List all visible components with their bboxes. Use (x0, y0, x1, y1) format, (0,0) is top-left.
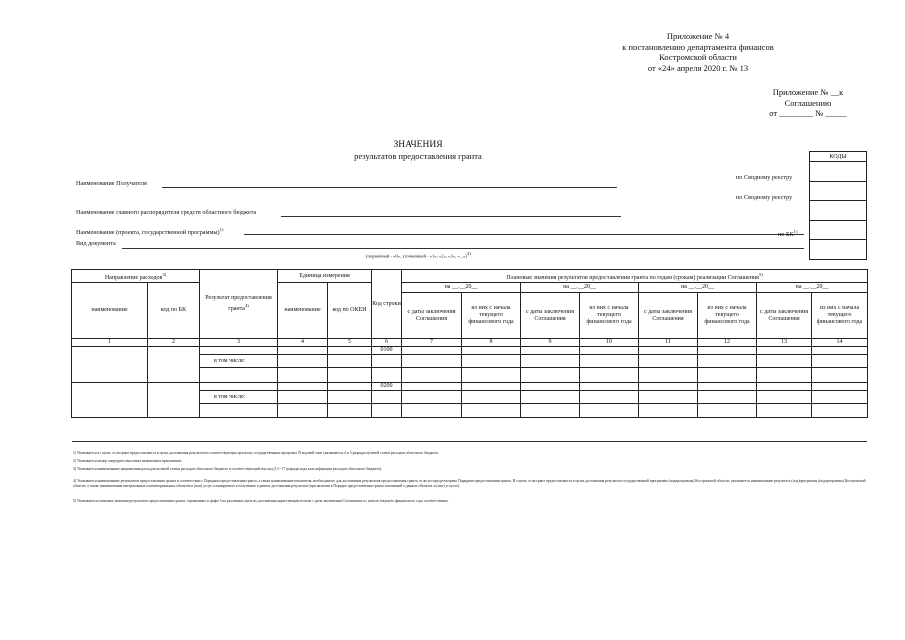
line-code-cell (372, 368, 402, 383)
value-cell[interactable] (639, 391, 698, 404)
plan-footnote-ref: 5) (758, 271, 763, 277)
direction-bk-cell[interactable] (148, 383, 200, 418)
value-cell[interactable] (402, 383, 462, 391)
code-cell-recipient[interactable] (810, 162, 867, 182)
period-header-2: на __.__20__ (521, 283, 639, 293)
col-num-2: 2 (148, 339, 200, 347)
from-date-header-2: с даты заключения Соглашения (521, 293, 580, 339)
line-code-cell: 0100 (372, 347, 402, 355)
line-code-header: Код строки (372, 270, 402, 339)
header-line-4: от «24» апреля 2020 г. № 13 (647, 62, 749, 73)
project-label (76, 227, 223, 236)
value-cell[interactable] (580, 347, 639, 355)
line-code-cell (372, 355, 402, 368)
col-num-4: 4 (278, 339, 328, 347)
svod-reestr-label-1: по Сводному реестру (736, 174, 793, 181)
bk-footnote-ref: 1) (793, 229, 798, 234)
value-cell[interactable] (757, 391, 812, 404)
col-num-7: 7 (402, 339, 462, 347)
agreement-line-2: Соглашению (784, 97, 832, 108)
value-cell[interactable] (757, 404, 812, 418)
code-cell-doc-type[interactable] (810, 240, 867, 260)
table-row (72, 383, 868, 391)
value-cell[interactable] (462, 391, 521, 404)
okei-cell[interactable] (328, 355, 372, 368)
value-cell[interactable] (580, 368, 639, 383)
value-cell[interactable] (698, 404, 757, 418)
codes-header: КОДЫ (810, 152, 867, 162)
value-cell[interactable] (580, 355, 639, 368)
okei-cell[interactable] (328, 368, 372, 383)
from-year-header-3: из них с начала текущего финансового года (698, 293, 757, 339)
agreement-header (748, 87, 868, 119)
value-cell[interactable] (521, 355, 580, 368)
col-num-5: 5 (328, 339, 372, 347)
column-numbers-row (72, 339, 868, 347)
plan-header (402, 270, 868, 283)
from-year-header-4: из них с начала текущего финансового года (812, 293, 868, 339)
main-manager-label: Наименование главного распорядителя средств областного бюджета (76, 209, 257, 216)
agreement-line-1: Приложение № __к (772, 87, 844, 97)
value-cell[interactable] (812, 391, 868, 404)
resolution-header (588, 31, 808, 73)
result-header (200, 270, 278, 339)
direction-name-cell[interactable] (72, 383, 148, 418)
value-cell[interactable] (812, 347, 868, 355)
period-header-3: на __.__20__ (639, 283, 757, 293)
value-cell[interactable] (639, 383, 698, 391)
value-cell[interactable] (402, 355, 462, 368)
value-cell[interactable] (462, 383, 521, 391)
value-cell[interactable] (402, 404, 462, 418)
unit-name-cell[interactable] (278, 347, 328, 355)
value-cell[interactable] (462, 355, 521, 368)
footnote-divider (72, 441, 867, 442)
code-cell-svod[interactable] (810, 181, 867, 201)
from-date-header-4: с даты заключения Соглашения (757, 293, 812, 339)
unit-name-cell[interactable] (278, 368, 328, 383)
col-num-10: 10 (580, 339, 639, 347)
value-cell[interactable] (698, 355, 757, 368)
value-cell[interactable] (757, 347, 812, 355)
unit-header: Единица измерения (278, 270, 372, 283)
value-cell[interactable] (698, 383, 757, 391)
value-cell[interactable] (639, 347, 698, 355)
doc-type-label: Вид документа (76, 240, 116, 247)
page-title: ЗНАЧЕНИЯ (393, 140, 443, 150)
col-num-14: 14 (812, 339, 868, 347)
value-cell[interactable] (521, 383, 580, 391)
value-cell[interactable] (812, 368, 868, 383)
value-cell[interactable] (462, 404, 521, 418)
okei-cell[interactable] (328, 404, 372, 418)
value-cell[interactable] (580, 404, 639, 418)
result-header-text: Результат предоставления гранта (205, 295, 272, 312)
direction-footnote-ref: 3) (162, 271, 167, 277)
page-subtitle: результатов предоставления гранта (354, 151, 482, 161)
result-cell[interactable] (200, 368, 278, 383)
col-num-11: 11 (639, 339, 698, 347)
value-cell[interactable] (698, 368, 757, 383)
doc-type-hint (366, 251, 471, 259)
svod-reestr-label-2: по Сводному реестру (736, 194, 793, 201)
recipient-line[interactable] (162, 187, 617, 188)
col-num-6: 6 (372, 339, 402, 347)
unit-name-cell[interactable] (278, 404, 328, 418)
value-cell[interactable] (580, 391, 639, 404)
value-cell[interactable] (402, 368, 462, 383)
direction-header (72, 270, 200, 283)
value-cell[interactable] (698, 391, 757, 404)
value-cell[interactable] (402, 347, 462, 355)
unit-name-header: наименование (278, 283, 328, 339)
okei-cell[interactable] (328, 347, 372, 355)
direction-name-cell[interactable] (72, 347, 148, 383)
direction-bk-header: код по БК (148, 283, 200, 339)
result-cell[interactable]: в том числе: (200, 391, 278, 404)
table-row (72, 347, 868, 355)
result-cell[interactable]: в том числе: (200, 355, 278, 368)
code-cell-manager[interactable] (810, 201, 867, 221)
from-date-header-1: с даты заключения Соглашения (402, 293, 462, 339)
result-cell[interactable] (200, 383, 278, 391)
project-footnote-ref: 1) (219, 227, 224, 232)
line-code-cell: 0200 (372, 383, 402, 391)
project-label-text: Наименование (проекта, государственной программы) (76, 229, 220, 237)
result-cell[interactable] (200, 404, 278, 418)
col-num-13: 13 (757, 339, 812, 347)
line-code-cell (372, 391, 402, 404)
doc-type-hint-text: (первичный - «0», уточненный - «1», «2», «3», «...») (366, 253, 467, 259)
value-cell[interactable] (757, 368, 812, 383)
value-cell[interactable] (812, 404, 868, 418)
unit-name-cell[interactable] (278, 355, 328, 368)
result-footnote-ref: 4) (244, 303, 249, 308)
value-cell[interactable] (580, 383, 639, 391)
value-cell[interactable] (402, 391, 462, 404)
period-header-4: на __.__20__ (757, 283, 868, 293)
value-cell[interactable] (639, 355, 698, 368)
plan-header-text: Плановые значения результатов предоставления гранта по годам (срокам) реализации Соглашения (506, 274, 759, 281)
value-cell[interactable] (521, 391, 580, 404)
header-line-2: к постановлению департамента финансов (622, 41, 774, 52)
col-num-9: 9 (521, 339, 580, 347)
okei-cell[interactable] (328, 391, 372, 404)
main-manager-line[interactable] (281, 216, 621, 217)
footnote-4: 4) Указывается наименование результатов предоставления гранта в соответствии с Порядком предоставления гранта, а также наименование показателя, необходимого для достижения результатов предоставления гранта, если это предусмотрено Порядком предоставления гранта. В случае, если грант предоставляется в целях достижения результата государственной программы (подпрограммы) Костромской области, указывается наименование результата (под)программы (подпрограммы) Костромской области, а также наименования материальных и нематериальных объектов и (или) услуг, планируемых к получению в рамках достижения результата (при наличии в Порядке предоставления гранта положений о данных объектах и (или) услугах). (73, 479, 866, 488)
period-header-1: на __.__20__ (402, 283, 521, 293)
value-cell[interactable] (521, 368, 580, 383)
footnote-2: 2) Указывается номер очередного внесения изменения в приложение. (73, 459, 183, 463)
value-cell[interactable] (812, 383, 868, 391)
value-cell[interactable] (462, 347, 521, 355)
value-cell[interactable] (757, 383, 812, 391)
bk-label (778, 229, 797, 238)
line-code-cell (372, 404, 402, 418)
okei-cell[interactable] (328, 383, 372, 391)
from-date-header-3: с даты заключения Соглашения (639, 293, 698, 339)
value-cell[interactable] (639, 368, 698, 383)
value-cell[interactable] (521, 404, 580, 418)
header-line-1: Приложение № 4 (666, 31, 730, 41)
recipient-label: Наименование Получателя (76, 180, 147, 187)
unit-name-cell[interactable] (278, 383, 328, 391)
value-cell[interactable] (757, 355, 812, 368)
direction-header-text: Направление расходов (104, 274, 163, 281)
unit-name-cell[interactable] (278, 391, 328, 404)
footnote-5: 5) Указываются плановые значения результатов предоставления гранта, отраженных в графе 3 на различные даты их достижения нарастающим итогом с даты заключения Соглашения и с начала текущего финансового года соответственно. (73, 499, 449, 503)
from-year-header-2: из них с начала текущего финансового года (580, 293, 639, 339)
col-num-3: 3 (200, 339, 278, 347)
code-cell-bk[interactable] (810, 220, 867, 240)
col-num-12: 12 (698, 339, 757, 347)
footnote-3: 3) Указывается наименование направления расходов целевой статьи расходов областного бюджета и соответствующий ему код (13 - 17 разряды кода классификации расходов областного бюджета). (73, 467, 382, 471)
results-table (71, 269, 868, 418)
value-cell[interactable] (462, 368, 521, 383)
value-cell[interactable] (521, 347, 580, 355)
direction-name-header: наименование (72, 283, 148, 339)
col-num-1: 1 (72, 339, 148, 347)
doc-type-line[interactable] (122, 248, 804, 249)
from-year-header-1: из них с начала текущего финансового года (462, 293, 521, 339)
bk-label-text: по БК (778, 231, 794, 239)
unit-okei-header: код по ОКЕИ (328, 283, 372, 339)
value-cell[interactable] (698, 347, 757, 355)
result-cell[interactable] (200, 347, 278, 355)
value-cell[interactable] (639, 404, 698, 418)
agreement-line-3: от ________ № _____ (769, 108, 847, 118)
header-line-3: Костромской области (659, 52, 737, 62)
col-num-8: 8 (462, 339, 521, 347)
footnote-1: 1) Указывается в случае, если грант предоставляется в целях достижения результатов соответствующих проектов, государственных программ. В кодовой зоне указываются 4 и 5 разряды целевой статьи расходов областного бюджета. (73, 451, 439, 455)
value-cell[interactable] (812, 355, 868, 368)
direction-bk-cell[interactable] (148, 347, 200, 383)
codes-table (809, 151, 867, 260)
doc-type-footnote-ref: 2) (466, 251, 471, 256)
project-line[interactable] (244, 234, 804, 235)
